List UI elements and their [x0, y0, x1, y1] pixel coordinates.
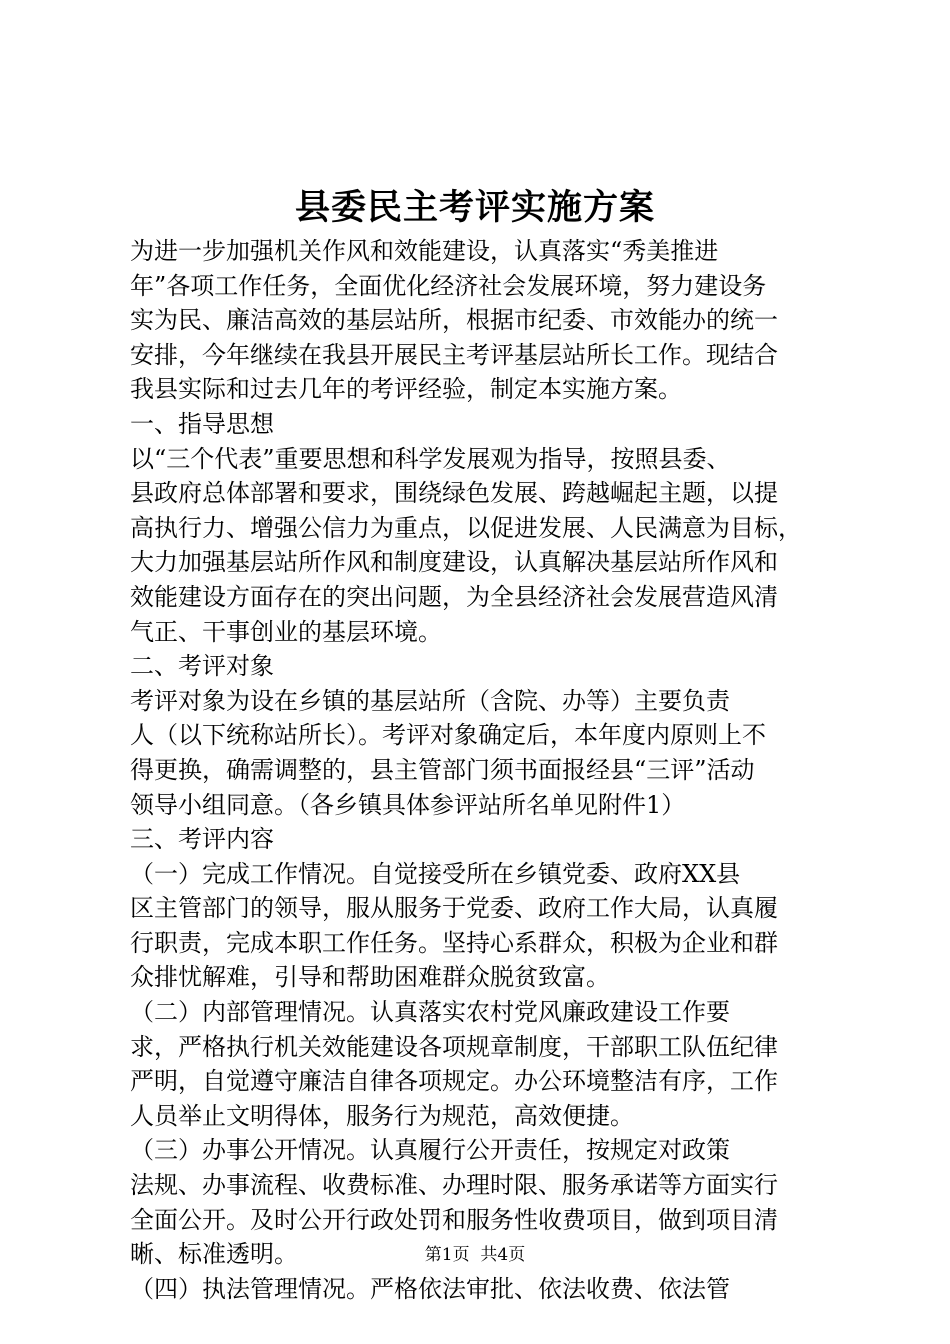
paragraph-line: 区主管部门的领导，服从服务于党委、政府工作大局，认真履: [130, 894, 778, 923]
paragraph-line: 我县实际和过去几年的考评经验，制定本实施方案。: [130, 375, 682, 404]
paragraph-line: 众排忧解难，引导和帮助困难群众脱贫致富。: [130, 963, 610, 992]
paragraph-line: 行职责，完成本职工作任务。坚持心系群众，积极为企业和群: [130, 928, 778, 957]
paragraph-line: 安排，今年继续在我县开展民主考评基层站所长工作。现结合: [130, 340, 778, 369]
paragraph-line: 全面公开。及时公开行政处罚和服务性收费项目，做到项目清: [130, 1205, 778, 1234]
paragraph-line: 得更换，确需调整的，县主管部门须书面报经县“三评”活动: [130, 755, 755, 784]
paragraph-line: （三）办事公开情况。认真履行公开责任，按规定对政策: [130, 1136, 730, 1165]
paragraph-line: 一、指导思想: [130, 409, 274, 438]
paragraph-line: 人员举止文明得体，服务行为规范，高效便捷。: [130, 1101, 634, 1130]
paragraph-line: （一）完成工作情况。自觉接受所在乡镇党委、政府XX县: [130, 859, 741, 888]
document-body: [130, 234, 840, 1306]
paragraph-line: 求，严格执行机关效能建设各项规章制度，干部职工队伍纪律: [130, 1032, 778, 1061]
paragraph-line: 年”各项工作任务，全面优化经济社会发展环境，努力建设务: [130, 271, 767, 300]
paragraph-line: 为进一步加强机关作风和效能建设，认真落实“秀美推进: [130, 237, 719, 265]
paragraph-line: 法规、办事流程、收费标准、办理时限、服务承诺等方面实行: [130, 1171, 778, 1200]
paragraph-line: （四）执法管理情况。严格依法审批、依法收费、依法管: [130, 1274, 730, 1303]
paragraph-line: 效能建设方面存在的突出问题，为全县经济社会发展营造风清: [130, 582, 778, 611]
paragraph-line: 实为民、廉洁高效的基层站所，根据市纪委、市效能办的统一: [130, 306, 778, 335]
paragraph-line: 严明，自觉遵守廉洁自律各项规定。办公环境整洁有序，工作: [130, 1067, 778, 1096]
paragraph-line: 高执行力、增强公信力为重点，以促进发展、人民满意为目标，: [130, 513, 802, 542]
paragraph-line: 气正、干事创业的基层环境。: [130, 617, 442, 646]
page-footer: 第1页 共4页: [424, 1245, 526, 1265]
paragraph-line: （二）内部管理情况。认真落实农村党风廉政建设工作要: [130, 998, 730, 1027]
paragraph-line: 大力加强基层站所作风和制度建设，认真解决基层站所作风和: [130, 548, 778, 577]
paragraph-line: 晰、标准透明。: [130, 1240, 298, 1269]
paragraph-line: 二、考评对象: [130, 652, 274, 681]
paragraph-line: 领导小组同意。（各乡镇具体参评站所名单见附件1）: [130, 790, 686, 819]
paragraph-line: 县政府总体部署和要求，围绕绿色发展、跨越崛起主题，以提: [130, 479, 778, 508]
document-title: 县委民主考评实施方案: [294, 187, 655, 228]
paragraph-line: 考评对象为设在乡镇的基层站所（含院、办等）主要负责: [130, 686, 730, 715]
paragraph-line: 人（以下统称站所长）。考评对象确定后，本年度内原则上不: [130, 721, 766, 750]
paragraph-line: 以“三个代表”重要思想和科学发展观为指导，按照县委、: [130, 444, 731, 473]
paragraph-line: 三、考评内容: [130, 825, 274, 854]
